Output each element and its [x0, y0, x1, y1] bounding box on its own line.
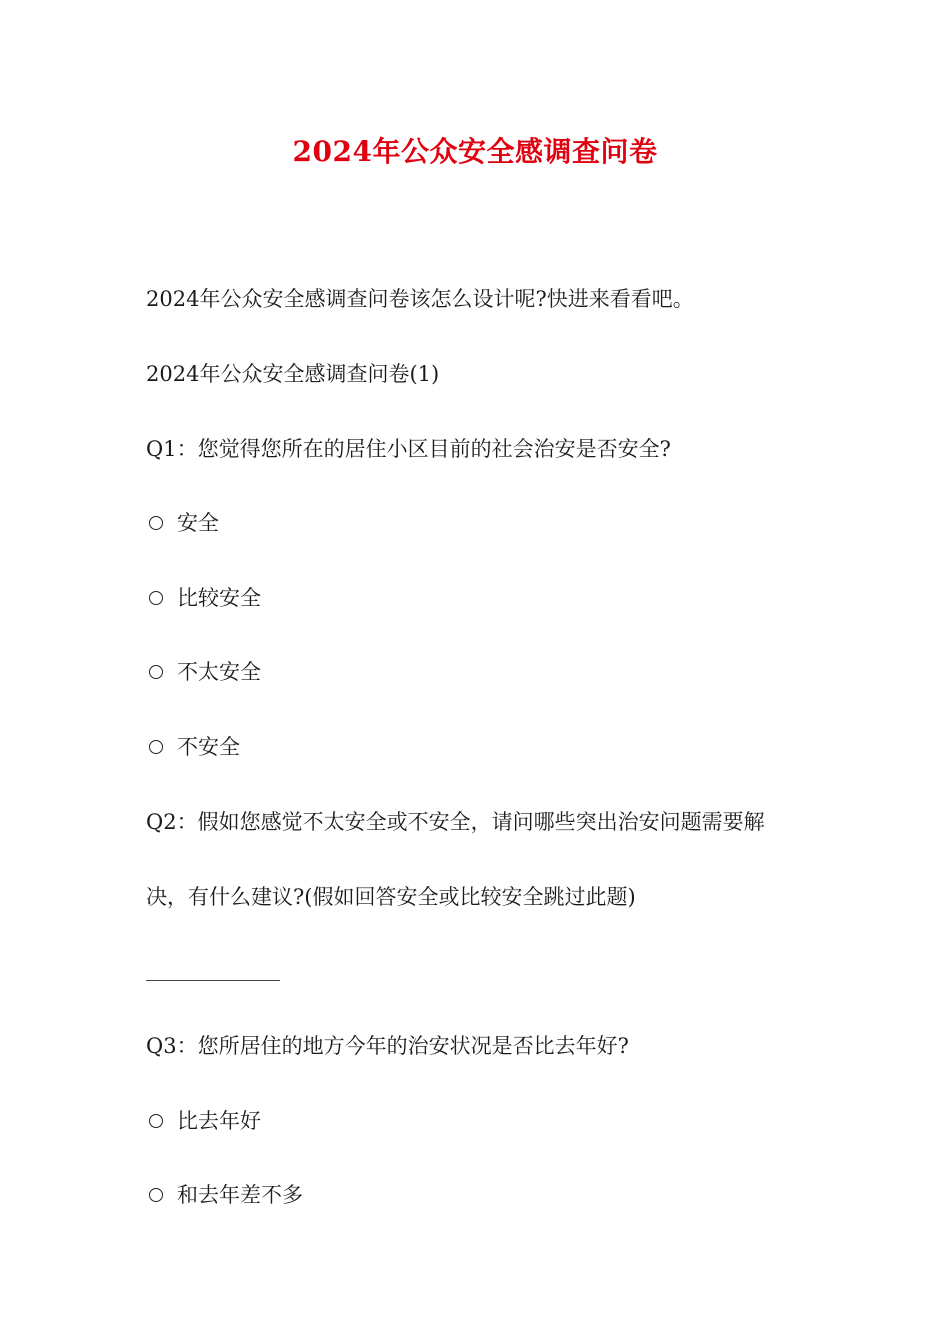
- q3-option-label: 和去年差不多: [177, 1183, 303, 1207]
- radio-icon[interactable]: [149, 740, 163, 754]
- radio-icon[interactable]: [149, 665, 163, 679]
- section-subtitle: 2024年公众安全感调查问卷(1): [146, 362, 440, 386]
- intro-text: 2024年公众安全感调查问卷该怎么设计呢?快进来看看吧。: [146, 287, 694, 311]
- q2-question-line2: 决，有什么建议?(假如回答安全或比较安全跳过此题): [146, 885, 636, 909]
- q1-option-label: 不太安全: [177, 660, 261, 684]
- q1-question: Q1：您觉得您所在的居住小区目前的社会治安是否安全?: [146, 437, 671, 461]
- q3-option-label: 比去年好: [177, 1109, 261, 1133]
- q1-option-label: 安全: [177, 511, 219, 535]
- q1-option[interactable]: [146, 508, 219, 538]
- q2-answer-blank[interactable]: [146, 980, 280, 981]
- radio-icon[interactable]: [149, 591, 163, 605]
- radio-icon[interactable]: [149, 1188, 163, 1202]
- q1-option[interactable]: [146, 732, 240, 762]
- q3-option[interactable]: [146, 1106, 261, 1136]
- q2-question-line1: Q2：假如您感觉不太安全或不安全，请问哪些突出治安问题需要解: [146, 810, 765, 834]
- q1-option-label: 比较安全: [177, 586, 261, 610]
- q1-option-label: 不安全: [177, 735, 240, 759]
- radio-icon[interactable]: [149, 516, 163, 530]
- radio-icon[interactable]: [149, 1114, 163, 1128]
- q1-option[interactable]: [146, 657, 261, 687]
- q1-option[interactable]: [146, 583, 261, 613]
- q3-option[interactable]: [146, 1180, 303, 1210]
- q3-question: Q3：您所居住的地方今年的治安状况是否比去年好?: [146, 1034, 629, 1058]
- document-title: 2024年公众安全感调查问卷: [292, 135, 658, 168]
